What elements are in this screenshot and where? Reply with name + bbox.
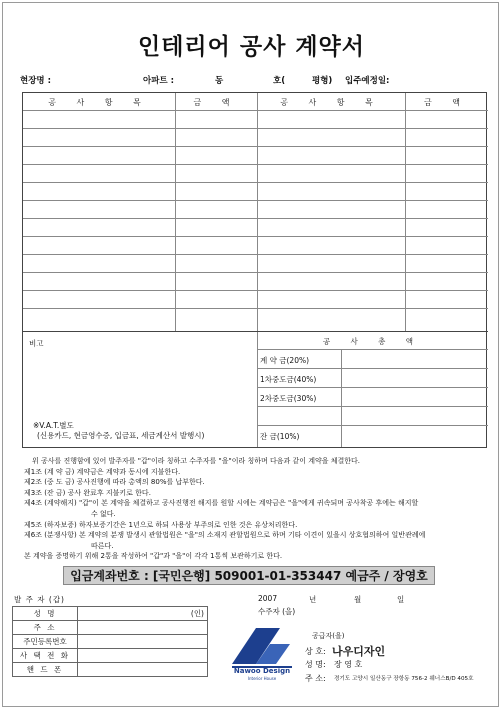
- row-line: [257, 406, 488, 407]
- move-in-label: 입주예정일:: [345, 76, 390, 86]
- row-line: [23, 146, 488, 147]
- row-line: [257, 425, 488, 426]
- client-row-address: [13, 621, 208, 635]
- representative-label: 성 명:: [305, 660, 326, 669]
- document-title: 인테리어 공사 계약서: [138, 34, 365, 60]
- section-line: [23, 331, 488, 332]
- row-line: [23, 110, 488, 111]
- client-phone-label: 사 택 전 화: [13, 649, 78, 663]
- row-line: [23, 128, 488, 129]
- header-amount-left: 금 액: [193, 98, 239, 107]
- client-mobile-field[interactable]: [78, 663, 208, 677]
- date-year-unit: 년: [309, 595, 317, 604]
- term-article-5: 제5조 (하자보증) 하자보증기간은 1년으로 하되 사용상 부주의로 인한 것은 유상처리한다.: [24, 520, 298, 529]
- date-day-unit: 일: [397, 595, 405, 604]
- client-name-label: 성 명: [13, 607, 78, 621]
- client-seal-mark[interactable]: (인): [78, 607, 208, 621]
- header-amount-right: 금 액: [424, 98, 469, 107]
- row-line: [23, 182, 488, 183]
- dong-label: 동: [215, 76, 224, 86]
- work-items-table: [22, 92, 487, 448]
- client-id-field[interactable]: [78, 635, 208, 649]
- payment-deposit: 계 약 금(20%): [260, 356, 310, 365]
- client-id-label: 주민등록번호: [13, 635, 78, 649]
- row-line: [23, 254, 488, 255]
- term-article-4-cont: 수 없다.: [91, 509, 116, 518]
- vat-note: ※V.A.T.별도: [33, 421, 74, 430]
- ho-label: 호(: [273, 76, 286, 86]
- header-work-items-right: 공 사 항 목: [280, 98, 382, 107]
- client-info-table: [12, 606, 208, 677]
- client-heading: 발 주 자 (갑): [14, 595, 65, 604]
- logo-text: Nawoo Design: [233, 667, 291, 675]
- client-row-phone: [13, 649, 208, 663]
- bank-account-banner: 입금계좌번호 : [국민은행] 509001-01-353447 예금주 / 장영호: [63, 566, 435, 585]
- client-row-mobile: [13, 663, 208, 677]
- payment-interim-1: 1차중도금(40%): [260, 375, 317, 384]
- client-phone-field[interactable]: [78, 649, 208, 663]
- date-year: 2007: [258, 594, 278, 603]
- row-line: [23, 272, 488, 273]
- term-article-6-cont: 따른다.: [91, 541, 114, 550]
- col-divider: [341, 349, 342, 447]
- header-work-items-left: 공 사 항 목: [48, 98, 150, 107]
- client-row-name: [13, 607, 208, 621]
- site-label: 현장명 :: [20, 76, 51, 86]
- company-label: 상 호:: [305, 647, 326, 656]
- company-logo: [226, 620, 298, 682]
- term-article-6: 제6조 (분쟁사항) 본 계약의 분쟁 발생시 관할법원은 "을"의 소재지 관할법원으로 하며 기타 이견이 있을시 상호협의하여 일반관례에: [24, 531, 426, 540]
- payment-interim-2: 2차중도금(30%): [260, 394, 317, 403]
- pyeong-label: 평형): [312, 76, 333, 86]
- contractor-heading: 수주자 (을): [258, 607, 296, 616]
- term-article-3: 제3조 (잔 금) 공사 완료후 지불키로 한다.: [24, 488, 151, 497]
- company-name: 나우디자인: [332, 645, 386, 658]
- date-month-unit: 월: [354, 595, 362, 604]
- row-line: [23, 218, 488, 219]
- term-article-4: 제4조 (계약해지) "갑"이 본 계약을 체결하고 공사진행전 해지를 원할 시에는 계약금은 "을"에게 귀속되며 공사착공 후에는 해지할: [24, 499, 419, 508]
- remarks-label: 비고: [29, 339, 44, 348]
- contract-terms: [24, 456, 494, 562]
- row-line: [23, 290, 488, 291]
- representative-name: 장 영 호: [334, 660, 363, 669]
- client-mobile-label: 핸 드 폰: [13, 663, 78, 677]
- terms-intro: 위 공사를 진행함에 있어 발주자를 "갑"이라 칭하고 수주자를 "을"이라 칭하며 다음과 같이 계약을 체결한다.: [32, 457, 361, 465]
- row-line: [257, 368, 488, 369]
- contractor-address: 경기도 고양시 일산동구 장항동 756-2 웨너스B/D 405호: [334, 676, 474, 682]
- payment-balance: 잔 금(10%): [260, 432, 300, 441]
- term-article-1: 제1조 (계 약 금) 계약금은 계약과 동시에 지불한다.: [24, 467, 181, 476]
- client-address-field[interactable]: [78, 621, 208, 635]
- logo-subtext: Interior House: [247, 676, 277, 681]
- client-address-label: 주 소: [13, 621, 78, 635]
- row-line: [23, 236, 488, 237]
- term-article-2: 제2조 (중 도 금) 공사진행에 따라 총액의 80%를 납부한다.: [24, 478, 205, 487]
- contractor-address-label: 주 소:: [305, 674, 326, 683]
- client-row-id: [13, 635, 208, 649]
- row-line: [23, 164, 488, 165]
- vat-sub-note: (신용카드, 현금영수증, 입금표, 세금계산서 발행시): [37, 431, 205, 440]
- supplier-heading: 공급자(을): [312, 632, 345, 640]
- row-line: [23, 308, 488, 309]
- terms-closing: 본 계약을 증명하기 위해 2통을 작성하여 "갑"과 "을"이 각각 1통씩 보관하기로 한다.: [24, 552, 283, 561]
- total-amount-title: 공 사 총 액: [322, 337, 423, 346]
- row-line: [23, 200, 488, 201]
- row-line: [257, 387, 488, 388]
- apartment-label: 아파트 :: [143, 76, 174, 86]
- row-line: [257, 349, 488, 350]
